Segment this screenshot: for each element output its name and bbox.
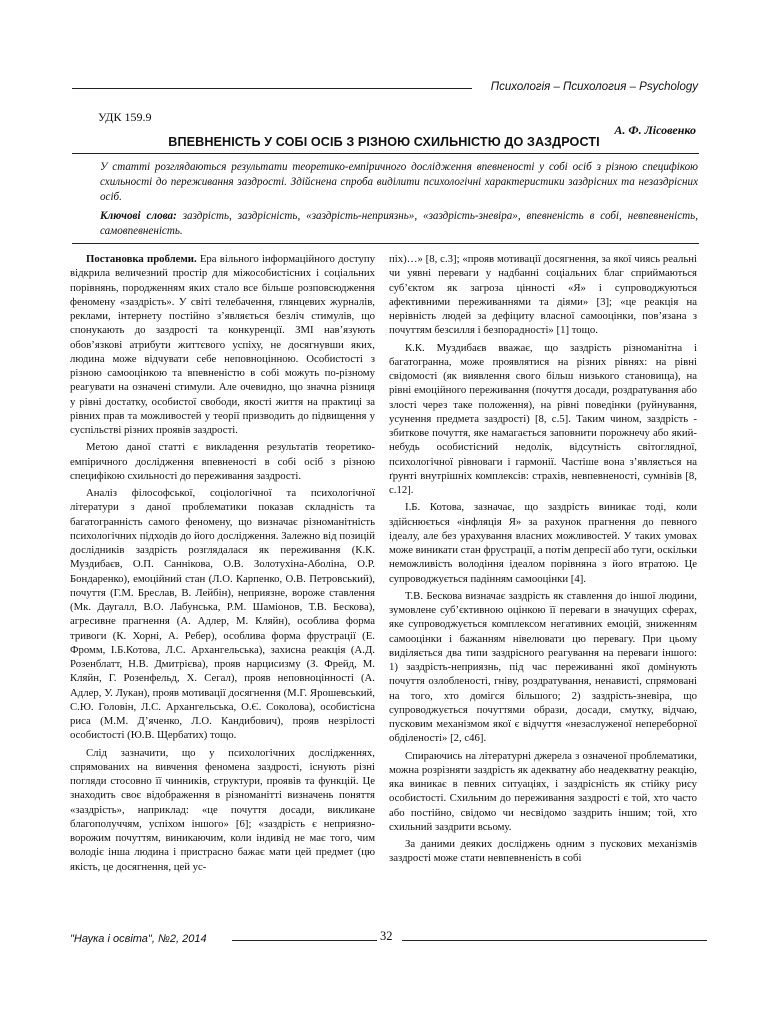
abstract-top-rule	[72, 153, 699, 154]
article-title: ВПЕВНЕНІСТЬ У СОБІ ОСІБ З РІЗНОЮ СХИЛЬНІСТЮ ДО ЗАЗДРОСТІ	[168, 135, 600, 149]
running-header	[72, 80, 698, 94]
page-number: 32	[380, 929, 393, 943]
paragraph: Т.В. Бескова визначає заздрість як ставлення до іншої людини, зумовлене суб’єктивною оцінкою її переваги в значущих сферах, яке супроводжується комплексом негативних емоцій, зниженням самооцінки і бажанням нівелювати цю перевагу. При цьому виділяється два типи заздрісного реагування на переваги іншого: 1) заздрість-неприязнь, під час переживанні якої домінують почуття озлобленості, гніву, роздратування, ненависті, спрямовані на того, хто домігся більшого; 2) заздрість-зневіра, що супроводжується почуттями образи, досади, смутку, відчаю, пусковим механізмом якої є відчуття «незаслуженої непереборної обділеності» [2, с46].	[389, 589, 697, 745]
section-lead: Постановка проблеми.	[86, 253, 197, 265]
journal-footer: "Наука і освіта", №2, 2014	[70, 933, 207, 945]
keywords-label: Ключові слова:	[100, 210, 177, 222]
paragraph: І.Б. Котова, зазначає, що заздрість виникає тоді, коли здійснюється «інфляція Я» за рахунок прагнення до певного ідеалу, але без урахування власних можливостей. У таких умовах може виникати стан фрустрації, а потім депресії або туги, оскільки неможливість володіння ідеалом порівняна з його втратою. Це супроводжується падінням самооцінки [4].	[389, 501, 698, 585]
paragraph: Метою даної статті є викладення результатів теоретико-емпіричного дослідження впевненості в собі осіб з різною специфікою схильності до переживання заздрості.	[70, 441, 375, 482]
paragraph: Постановка проблеми. Ера вільного інформаційного доступу відкрила величезний простір для міжособистісних і соціальних порівнянь, породженням яких стало все більше розповсюдження феномену «заздрість». У світі телебачення, глянцевих журналів, реклами, інтернету постійно з’являється безліч стимулів, що спонукають до заздрості та конкуренції. ЗМІ нав’язують обов’язкові атрибути життєвого успіху, не досягнувши яких, людина може відчувати себе неповноцінною. Особистості з різною самооцінкою та впевненістю в собі можуть по-різному реагувати на означені стимули. Але очевидно, що значна різниця у рівні достатку, особистої свободи, якості життя на практиці за рівних прав та можливостей у теорії призводить до підвищення у суспільстві різних проявів заздрості.	[70, 253, 376, 436]
paragraph: Слід зазначити, що у психологічних дослідженнях, спрямованих на вивчення феномена заздрості, існують різні погляди стосовно її чинників, структури, проявів та функцій. Це знаходить своє відображення в різноманітті визначень поняття «заздрість», наприклад: «це почуття досади, викликане благополуччям, успіхом іншого» [6]; «заздрість є неприязно-ворожим почуттям, виникаючим, коли індивід не має того, чим володіє інша людина і пристрасно бажає мати цей предмет (цю якість, це досягнення, цей ус-	[70, 746, 375, 873]
right-column	[389, 252, 697, 869]
footer-rule-left	[232, 940, 377, 941]
abstract: У статті розглядаються результати теоретико-емпіричного дослідження впевненості у собі осіб з різною специфікою схильності до переживання заздрості. Здійснена спроба виділити психологічні характеристики заздрісних та незаздрісних осіб.	[100, 161, 698, 203]
paragraph: піх)…» [8, с.3]; «прояв мотивації досягнення, за якої чиясь реальні чи уявні переваги у надбанні соціальних благ сприймаються суб’єктом як загроза цінності «Я» і супроводжуються афективними переживаннями та діями» [3]; «це реакція на нерівність людей за дефіциту власної самооцінки, пов’язана з почуттям безсилля і безпорадності» [1] тощо.	[389, 253, 697, 337]
keywords-text: заздрість, заздрісність, «заздрість-неприязнь», «заздрість-зневіра», впевненість в собі, невпевненість, самовпевненість.	[100, 210, 699, 237]
paragraph: К.К. Муздибаєв вважає, що заздрість різноманітна і багатогранна, може проявлятися на різних рівнях: на рівні свідомості (як виявлення свого більш низького становища), на рівні емоційного переживання (почуття досади, роздратування або злості через таке положення), на рівні поведінки (руйнування, усунення предмета заздрості) [8, с.5]. Таким чином, заздрість - збиткове почуття, яке намагається заповнити порожнечу або який-небудь особистісний недолік, відсутність світоглядної, психологічної рівноваги і гармонії. Частіше вона з’являється на ґрунті внутрішніх комплексів: страхів, невпевненості, сумнівів [8, с.12].	[389, 341, 697, 496]
header-rule	[72, 88, 472, 89]
paragraph: Аналіз філософської, соціологічної та психологічної літератури з даної проблематики показав складність та багатогранність самого феномену, що визначає різноманітність психологічних підходів до його дослідження. Залежно від позицій дослідників заздрість розглядалася як переживання (К.К. Муздибаєв, О.П. Саннікова, О.В. Золотухіна-Аболіна, О.Р. Бондаренко), емоційний стан (Л.О. Карпенко, О.В. Петровський), почуття (Г.М. Бреслав, В. Лейбін), неприязне, вороже ставлення (Мк. Даугалл, В.О. Лабунська, Р.М. Шамiонов, Т.В. Бескова), агресивне прагнення (А. Адлер, М. Кляйн), особлива форма тривоги (К. Хорні, А. Ребер), особлива форма фрустрації (Е. Фромм, І.Б.Котова, Л.С. Архангельська), захисна реакція (А.Д. Розенблатт, Н.В. Дмитрієва), прояв нарцисизму (З. Фрейд, М. Кляйн, Г. Розенфельд, Х. Сегал), прояв неповноцінності (А. Адлер, У. Лукан), прояв мотивації досягнення (М.Г. Ярошевський, С.Ю. Головін, Л.С. Архангельська, О.Є. Соколова), особистісна риса (М.М. Д’яченко, Л.О. Кандибович), прояв незрілості особистості (Ю.В. Щербатих) тощо.	[70, 487, 375, 742]
footer-rule-right	[402, 940, 707, 941]
paragraph: Спираючись на літературні джерела з означеної проблематики, можна розрізняти заздрість як адекватну або неадекватну реакцію, яка виникає в певних ситуаціях, і заздрісність як стійку рису особистості. Схильним до переживання заздрості є той, хто часто або постійно, свідомо чи несвідомо заздрить іншим; той, хто схильний заздрити всьому.	[389, 749, 697, 833]
udk-code: УДК 159.9	[98, 110, 152, 124]
author-name: А. Ф. Лісовенко	[614, 123, 696, 137]
keywords	[100, 209, 698, 239]
abstract-bottom-rule	[72, 243, 699, 244]
paragraph: За даними деяких досліджень одним з пускових механізмів заздрості може стати невпевненість в собі	[389, 838, 697, 865]
left-column	[70, 252, 375, 877]
section-label: Психологія – Психология – Psychology	[490, 81, 698, 93]
